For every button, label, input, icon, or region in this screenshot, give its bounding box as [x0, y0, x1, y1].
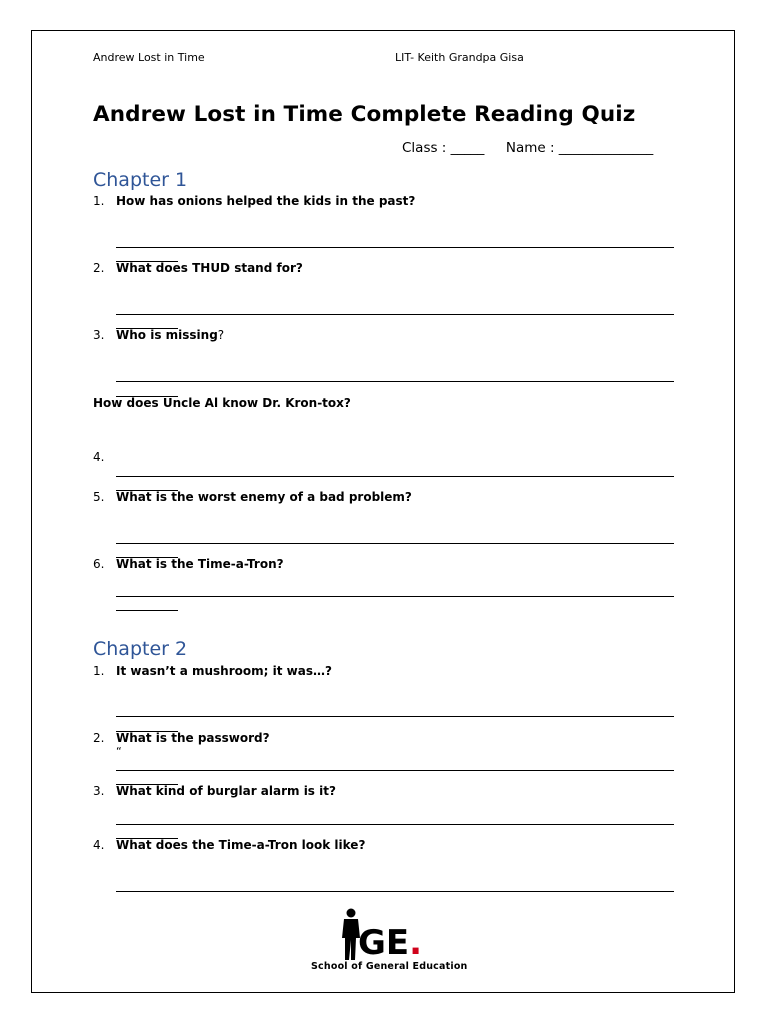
answer-line	[116, 770, 674, 771]
question-number: 3.	[93, 784, 105, 798]
question-text: What is the worst enemy of a bad problem?	[116, 490, 412, 504]
question-text-suffix: ?	[217, 328, 225, 342]
question-number: 2.	[93, 261, 105, 275]
logo-letters	[358, 923, 422, 963]
answer-line-continuation	[116, 610, 178, 611]
question-text: What is the password?	[116, 731, 270, 745]
logo-subtitle: School of General Education	[311, 961, 468, 972]
logo-letters-text: GE	[358, 923, 410, 963]
question-text-main: Who is missing	[116, 328, 218, 342]
answer-line	[116, 891, 674, 892]
question-text: What kind of burglar alarm is it?	[116, 784, 336, 798]
answer-line	[116, 596, 674, 597]
question-number: 1.	[93, 664, 105, 678]
answer-line	[116, 247, 674, 248]
answer-line	[116, 824, 674, 825]
question-number: 3.	[93, 328, 105, 342]
question-number: 2.	[93, 731, 105, 745]
question-number: 4.	[93, 838, 105, 852]
question-text: What is the Time-a-Tron?	[116, 557, 284, 571]
question-text: It wasn’t a mushroom; it was…?	[116, 664, 332, 678]
question-number: 6.	[93, 557, 105, 571]
chapter-1-heading: Chapter 1	[93, 169, 188, 191]
question-number: 4.	[93, 450, 105, 464]
answer-line	[116, 314, 674, 315]
school-logo	[304, 905, 468, 975]
question-text: What does the Time-a-Tron look like?	[116, 838, 366, 852]
chapter-2-heading: Chapter 2	[93, 638, 188, 660]
class-name-line: Class : _____ Name : ______________	[402, 140, 654, 156]
answer-line	[116, 476, 674, 477]
answer-line	[116, 716, 674, 717]
page-title: Andrew Lost in Time Complete Reading Quiz	[93, 102, 636, 127]
quote-mark: “	[116, 745, 122, 758]
question-text	[116, 328, 224, 342]
question-number: 1.	[93, 194, 105, 208]
question-number: 5.	[93, 490, 105, 504]
question-text: How has onions helped the kids in the past?	[116, 194, 416, 208]
question-text: What does THUD stand for?	[116, 261, 303, 275]
logo-dot: .	[409, 923, 423, 963]
answer-line	[116, 381, 674, 382]
question-text: How does Uncle Al know Dr. Kron-tox?	[93, 396, 351, 410]
header-left: Andrew Lost in Time	[93, 51, 205, 64]
header-right: LIT- Keith Grandpa Gisa	[395, 51, 524, 64]
answer-line	[116, 543, 674, 544]
